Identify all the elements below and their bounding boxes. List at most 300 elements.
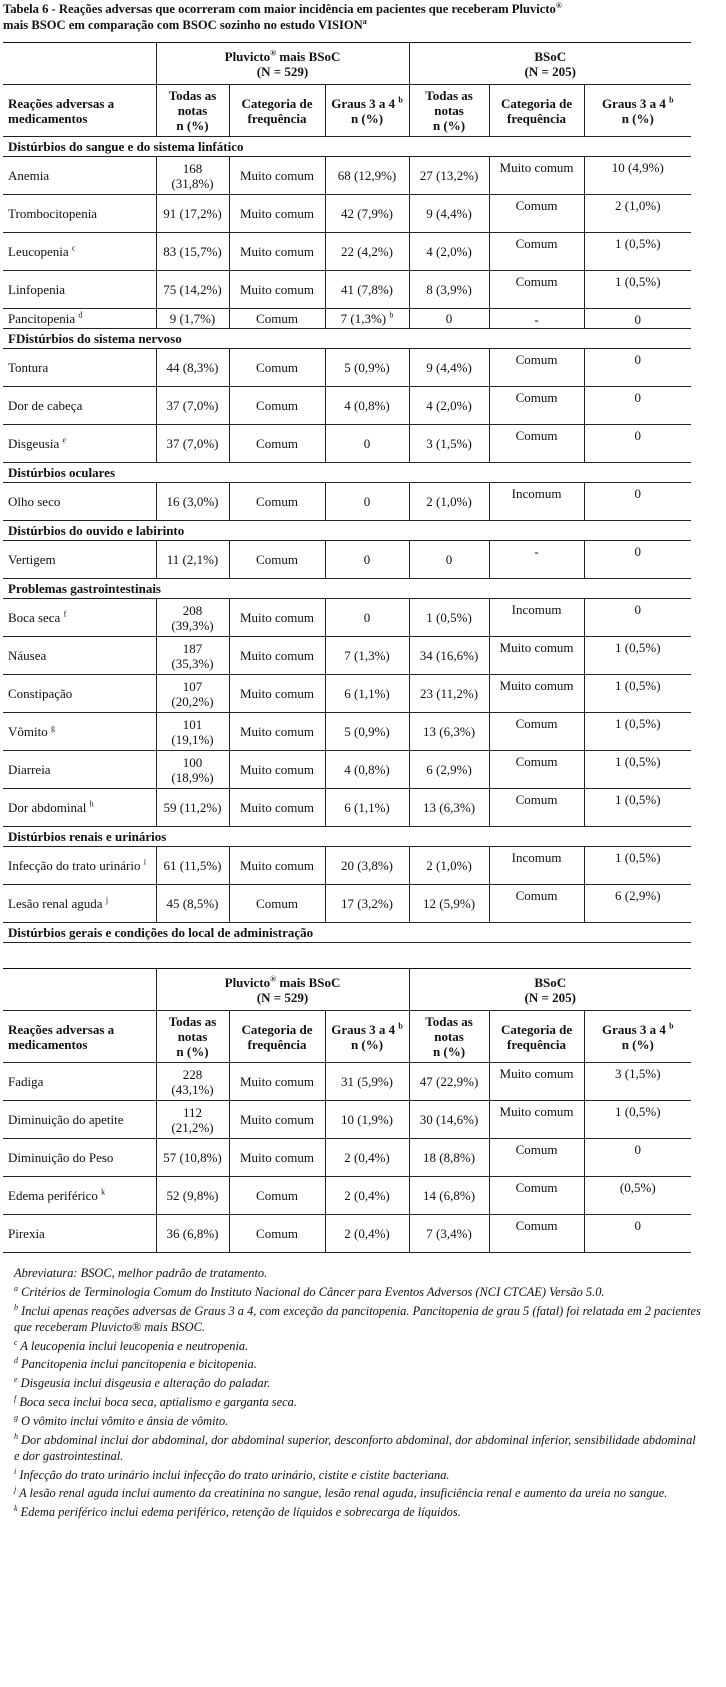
bsoc-all-grades: 4 (2,0%) [409, 233, 489, 271]
pluvicto-all-grades: 228 (43,1%) [156, 1063, 229, 1101]
bsoc-all-grades: 9 (4,4%) [409, 195, 489, 233]
reaction-label [3, 1215, 156, 1253]
reaction-name: Disgeusia [8, 436, 60, 451]
bsoc-all-grades: 13 (6,3%) [409, 713, 489, 751]
header-group-pluvicto: Pluvicto® mais BSoC (N = 529) [156, 969, 409, 1011]
header-empty-cell [3, 969, 156, 1011]
category-row [3, 329, 691, 349]
footnote-marker: e [62, 435, 67, 445]
table-row [3, 847, 691, 885]
pluvicto-frequency: Muito comum [229, 847, 325, 885]
pluvicto-frequency: Comum [229, 885, 325, 923]
footnote-a [14, 1284, 704, 1300]
footnote-mark: c [14, 1337, 18, 1347]
footnotes [14, 1265, 704, 1523]
table-row [3, 483, 691, 521]
bsoc-frequency: Comum [489, 885, 584, 923]
pluvicto-grade34-value: 17 (3,2%) [341, 896, 394, 911]
footnote-text: Edema periférico inclui edema periférico, retenção de líquidos e sobrecarga de líquidos. [17, 1505, 461, 1520]
pluvicto-all-grades: 45 (8,5%) [156, 885, 229, 923]
footnote-text: A leucopenia inclui leucopenia e neutropenia. [17, 1338, 249, 1353]
bsoc-grade34: 0 [584, 483, 691, 521]
bsoc-grade34: 1 (0,5%) [584, 271, 691, 309]
pluvicto-grade34 [325, 483, 409, 521]
bsoc-frequency: Incomum [489, 483, 584, 521]
footnote-mark: d [14, 1356, 18, 1366]
adverse-reactions-table-part1 [3, 42, 691, 943]
bsoc-all-grades: 2 (1,0%) [409, 483, 489, 521]
pluvicto-grade34 [325, 675, 409, 713]
bsoc-all-grades: 13 (6,3%) [409, 789, 489, 827]
pluvicto-all-grades: 37 (7,0%) [156, 387, 229, 425]
footnote-text: Dor abdominal inclui dor abdominal, dor abdominal superior, desconforto abdominal, dor abdominal inferior, sensibilidade abdominal e dor gastrointestinal. [14, 1432, 696, 1463]
reaction-label [3, 1139, 156, 1177]
pluvicto-grade34-value: 31 (5,9%) [341, 1074, 394, 1089]
footnote-text: Infecção do trato urinário inclui infecção do trato urinário, cistite e cistite bacteriana. [16, 1467, 450, 1482]
pluvicto-grade34 [325, 885, 409, 923]
footnote-mark: e [14, 1375, 18, 1385]
reaction-label [3, 483, 156, 521]
pluvicto-frequency: Comum [229, 541, 325, 579]
bsoc-all-grades: 4 (2,0%) [409, 387, 489, 425]
bsoc-grade34: 1 (0,5%) [584, 637, 691, 675]
header-group-bsoc: BSoC (N = 205) [409, 43, 691, 85]
bsoc-grade34: 1 (0,5%) [584, 233, 691, 271]
footnote-g [14, 1413, 704, 1429]
reaction-name: Lesão renal aguda [8, 896, 103, 911]
pluvicto-all-grades: 37 (7,0%) [156, 425, 229, 463]
pluvicto-grade34 [325, 1215, 409, 1253]
reaction-label [3, 675, 156, 713]
bsoc-all-grades: 12 (5,9%) [409, 885, 489, 923]
bsoc-frequency: Muito comum [489, 637, 584, 675]
pluvicto-grade34-value: 0 [363, 494, 371, 509]
reaction-label [3, 1063, 156, 1101]
table-row [3, 637, 691, 675]
pluvicto-frequency: Muito comum [229, 1139, 325, 1177]
reaction-label [3, 789, 156, 827]
footnote-text: A lesão renal aguda inclui aumento da creatinina no sangue, lesão renal aguda, insuficiência renal e aumento da ureia no sangue. [16, 1486, 668, 1501]
table-row [3, 309, 691, 329]
pluvicto-grade34 [325, 157, 409, 195]
footnote-marker: b [389, 310, 394, 320]
reaction-name: Leucopenia [8, 244, 69, 259]
bsoc-all-grades: 0 [409, 541, 489, 579]
bsoc-frequency: Comum [489, 387, 584, 425]
reaction-label [3, 309, 156, 329]
header-grade34-pluvicto: Graus 3 a 4 $^b$ n (%) [325, 1011, 409, 1063]
footnote-text: Inclui apenas reações adversas de Graus 3 a 4, com exceção da pancitopenia. Pancitopenia de grau 5 (fatal) foi relatada em 2 pacientes que receberam Pluvicto® mais BSOC. [14, 1303, 701, 1334]
bsoc-all-grades: 18 (8,8%) [409, 1139, 489, 1177]
reaction-label [3, 713, 156, 751]
pluvicto-frequency: Comum [229, 425, 325, 463]
bsoc-grade34: 0 [584, 425, 691, 463]
bsoc-grade34: 2 (1,0%) [584, 195, 691, 233]
bsoc-all-grades: 27 (13,2%) [409, 157, 489, 195]
bsoc-all-grades: 14 (6,8%) [409, 1177, 489, 1215]
bsoc-grade34: 0 [584, 541, 691, 579]
reaction-label [3, 847, 156, 885]
reaction-name: Dor abdominal [8, 800, 87, 815]
pluvicto-grade34 [325, 195, 409, 233]
bsoc-grade34: 0 [584, 1139, 691, 1177]
header-frequency-pluvicto: Categoria de frequência [229, 1011, 325, 1063]
bsoc-frequency: Muito comum [489, 1063, 584, 1101]
bsoc-all-grades: 0 [409, 309, 489, 329]
pluvicto-frequency: Muito comum [229, 675, 325, 713]
footnote-f [14, 1394, 704, 1410]
bsoc-frequency: Incomum [489, 847, 584, 885]
category-heading: Distúrbios renais e urinários [3, 827, 691, 847]
pluvicto-all-grades: 59 (11,2%) [156, 789, 229, 827]
table-row [3, 713, 691, 751]
reaction-label [3, 233, 156, 271]
pluvicto-all-grades: 61 (11,5%) [156, 847, 229, 885]
bsoc-grade34: 0 [584, 309, 691, 329]
table-title-line2: mais BSOC em comparação com BSOC sozinho no estudo VISION$^a$ [3, 16, 367, 32]
pluvicto-grade34-value: 0 [363, 552, 371, 567]
bsoc-all-grades: 1 (0,5%) [409, 599, 489, 637]
pluvicto-all-grades: 9 (1,7%) [156, 309, 229, 329]
footnote-text: O vômito inclui vômito e ânsia de vômito. [18, 1413, 229, 1428]
pluvicto-frequency: Muito comum [229, 789, 325, 827]
bsoc-frequency: Comum [489, 233, 584, 271]
pluvicto-grade34 [325, 349, 409, 387]
pluvicto-all-grades: 83 (15,7%) [156, 233, 229, 271]
bsoc-all-grades: 7 (3,4%) [409, 1215, 489, 1253]
bsoc-grade34: 0 [584, 1215, 691, 1253]
bsoc-grade34: 1 (0,5%) [584, 751, 691, 789]
reaction-name: Olho seco [8, 494, 61, 509]
category-row [3, 521, 691, 541]
bsoc-frequency: Comum [489, 425, 584, 463]
pluvicto-frequency: Muito comum [229, 271, 325, 309]
bsoc-grade34: 0 [584, 599, 691, 637]
reaction-label [3, 637, 156, 675]
adverse-reactions-table-part2 [3, 968, 691, 1253]
pluvicto-all-grades: 100 (18,9%) [156, 751, 229, 789]
table-row [3, 349, 691, 387]
footnote-text: Pancitopenia inclui pancitopenia e bicitopenia. [18, 1357, 257, 1372]
header-empty-cell [3, 43, 156, 85]
bsoc-all-grades: 34 (16,6%) [409, 637, 489, 675]
footnote-text: Boca seca inclui boca seca, aptialismo e garganta seca. [16, 1394, 297, 1409]
bsoc-grade34: 3 (1,5%) [584, 1063, 691, 1101]
footnote-b [14, 1303, 704, 1335]
reaction-name: Diminuição do apetite [8, 1112, 124, 1127]
footnote-marker: h [89, 799, 94, 809]
reaction-name: Edema periférico [8, 1188, 98, 1203]
pluvicto-all-grades: 36 (6,8%) [156, 1215, 229, 1253]
pluvicto-grade34-value: 6 (1,1%) [344, 686, 390, 701]
pluvicto-grade34 [325, 637, 409, 675]
bsoc-grade34: 10 (4,9%) [584, 157, 691, 195]
bsoc-all-grades: 47 (22,9%) [409, 1063, 489, 1101]
footnote-mark: b [14, 1302, 18, 1312]
bsoc-all-grades: 30 (14,6%) [409, 1101, 489, 1139]
pluvicto-all-grades: 44 (8,3%) [156, 349, 229, 387]
reaction-label [3, 349, 156, 387]
reaction-name: Constipação [8, 686, 73, 701]
pluvicto-all-grades: 91 (17,2%) [156, 195, 229, 233]
pluvicto-grade34-value: 0 [363, 610, 371, 625]
reaction-label [3, 425, 156, 463]
reaction-label [3, 271, 156, 309]
pluvicto-grade34 [325, 309, 409, 329]
footnote-mark: a [14, 1283, 18, 1293]
header-all-grades-bsoc: Todas as notas n (%) [409, 1011, 489, 1063]
reaction-name: Vertigem [8, 552, 56, 567]
pluvicto-frequency: Comum [229, 309, 325, 329]
header-frequency-bsoc: Categoria de frequência [489, 1011, 584, 1063]
bsoc-frequency: - [489, 309, 584, 329]
footnote-mark: i [14, 1466, 17, 1476]
category-heading: Problemas gastrointestinais [3, 579, 691, 599]
bsoc-grade34: 0 [584, 349, 691, 387]
pluvicto-grade34-value: 2 (0,4%) [344, 1226, 390, 1241]
bsoc-frequency: Muito comum [489, 1101, 584, 1139]
header-all-grades-pluvicto: Todas as notas n (%) [156, 85, 229, 137]
header-grade34-bsoc: Graus 3 a 4 $^b$ n (%) [584, 85, 691, 137]
table-row [3, 157, 691, 195]
pluvicto-grade34 [325, 233, 409, 271]
table-row [3, 425, 691, 463]
table-row [3, 1215, 691, 1253]
category-row [3, 827, 691, 847]
footnote-text: Abreviatura: BSOC, melhor padrão de tratamento. [14, 1266, 268, 1280]
reaction-label [3, 599, 156, 637]
category-row [3, 463, 691, 483]
reaction-label [3, 157, 156, 195]
reaction-name: Fadiga [8, 1074, 44, 1089]
pluvicto-grade34-value: 2 (0,4%) [344, 1150, 390, 1165]
table-row [3, 885, 691, 923]
footnote-text: Disgeusia inclui disgeusia e alteração do paladar. [17, 1376, 271, 1391]
footnote-d [14, 1356, 704, 1372]
pluvicto-frequency: Muito comum [229, 233, 325, 271]
reaction-label [3, 195, 156, 233]
pluvicto-grade34-value: 20 (3,8%) [341, 858, 394, 873]
header-grade34-pluvicto: Graus 3 a 4 $^b$ n (%) [325, 85, 409, 137]
bsoc-all-grades: 6 (2,9%) [409, 751, 489, 789]
table-title-line1: Tabela 6 - Reações adversas que ocorreram com maior incidência em pacientes que receberam Pluvicto® [3, 0, 562, 16]
category-row [3, 137, 691, 157]
pluvicto-grade34 [325, 789, 409, 827]
pluvicto-grade34 [325, 541, 409, 579]
header-grade34-bsoc: Graus 3 a 4 $^b$ n (%) [584, 1011, 691, 1063]
pluvicto-grade34-value: 4 (0,8%) [344, 398, 390, 413]
footnote-h [14, 1432, 704, 1464]
pluvicto-all-grades: 168 (31,8%) [156, 157, 229, 195]
bsoc-frequency: Comum [489, 713, 584, 751]
bsoc-grade34: 0 [584, 387, 691, 425]
pluvicto-frequency: Muito comum [229, 157, 325, 195]
table-row [3, 233, 691, 271]
pluvicto-grade34 [325, 425, 409, 463]
pluvicto-grade34 [325, 713, 409, 751]
pluvicto-grade34-value: 4 (0,8%) [344, 762, 390, 777]
header-frequency-pluvicto: Categoria de frequência [229, 85, 325, 137]
footnote-mark: k [14, 1504, 18, 1514]
bsoc-all-grades: 2 (1,0%) [409, 847, 489, 885]
pluvicto-grade34 [325, 847, 409, 885]
bsoc-grade34: (0,5%) [584, 1177, 691, 1215]
category-row [3, 923, 691, 943]
pluvicto-frequency: Muito comum [229, 751, 325, 789]
reaction-name: Linfopenia [8, 282, 66, 297]
category-heading: Distúrbios do sangue e do sistema linfático [3, 137, 691, 157]
category-heading: Distúrbios do ouvido e labirinto [3, 521, 691, 541]
footnote-marker: f [63, 609, 67, 619]
bsoc-grade34: 1 (0,5%) [584, 789, 691, 827]
reaction-name: Infecção do trato urinário [8, 858, 141, 873]
pluvicto-grade34-value: 68 (12,9%) [337, 168, 397, 183]
reaction-label [3, 885, 156, 923]
pluvicto-grade34-value: 7 (1,3%) [340, 311, 387, 326]
pluvicto-grade34-value: 7 (1,3%) [344, 648, 390, 663]
pluvicto-frequency: Muito comum [229, 1063, 325, 1101]
footnote-j [14, 1485, 704, 1501]
reaction-label [3, 387, 156, 425]
table-row [3, 1063, 691, 1101]
bsoc-frequency: Incomum [489, 599, 584, 637]
reaction-name: Pancitopenia [8, 311, 76, 326]
reaction-name: Dor de cabeça [8, 398, 83, 413]
bsoc-grade34: 1 (0,5%) [584, 1101, 691, 1139]
table-row [3, 387, 691, 425]
footnote-mark: h [14, 1431, 18, 1441]
footnote-mark: g [14, 1412, 18, 1422]
pluvicto-grade34-value: 0 [363, 436, 371, 451]
table-title [3, 1, 723, 33]
bsoc-frequency: Comum [489, 1215, 584, 1253]
table-row [3, 541, 691, 579]
category-heading: Distúrbios gerais e condições do local de administração [3, 923, 691, 943]
footnote-marker: d [78, 310, 83, 320]
table-row [3, 195, 691, 233]
pluvicto-grade34 [325, 1139, 409, 1177]
pluvicto-all-grades: 208 (39,3%) [156, 599, 229, 637]
pluvicto-frequency: Comum [229, 483, 325, 521]
pluvicto-frequency: Muito comum [229, 195, 325, 233]
pluvicto-all-grades: 101 (19,1%) [156, 713, 229, 751]
pluvicto-all-grades: 107 (20,2%) [156, 675, 229, 713]
pluvicto-grade34 [325, 751, 409, 789]
pluvicto-all-grades: 75 (14,2%) [156, 271, 229, 309]
reaction-name: Tontura [8, 360, 49, 375]
bsoc-frequency: - [489, 541, 584, 579]
bsoc-frequency: Comum [489, 195, 584, 233]
bsoc-frequency: Comum [489, 271, 584, 309]
footnote-abbreviation [14, 1265, 704, 1281]
reaction-name: Boca seca [8, 610, 61, 625]
pluvicto-grade34 [325, 387, 409, 425]
bsoc-frequency: Comum [489, 1177, 584, 1215]
header-all-grades-pluvicto: Todas as notas n (%) [156, 1011, 229, 1063]
table-row [3, 1177, 691, 1215]
bsoc-grade34: 1 (0,5%) [584, 847, 691, 885]
footnote-e [14, 1375, 704, 1391]
pluvicto-grade34-value: 41 (7,8%) [341, 282, 394, 297]
reaction-name: Vômito [8, 724, 48, 739]
pluvicto-frequency: Comum [229, 349, 325, 387]
reaction-label [3, 751, 156, 789]
pluvicto-grade34-value: 42 (7,9%) [341, 206, 394, 221]
footnote-c [14, 1338, 704, 1354]
reaction-label [3, 541, 156, 579]
pluvicto-all-grades: 52 (9,8%) [156, 1177, 229, 1215]
bsoc-frequency: Comum [489, 349, 584, 387]
bsoc-all-grades: 8 (3,9%) [409, 271, 489, 309]
pluvicto-grade34-value: 2 (0,4%) [344, 1188, 390, 1203]
bsoc-all-grades: 23 (11,2%) [409, 675, 489, 713]
bsoc-grade34: 1 (0,5%) [584, 713, 691, 751]
table-row [3, 751, 691, 789]
reaction-name: Náusea [8, 648, 47, 663]
pluvicto-grade34-value: 5 (0,9%) [344, 724, 390, 739]
bsoc-frequency: Comum [489, 1139, 584, 1177]
reaction-name: Pirexia [8, 1226, 45, 1241]
footnote-marker: c [71, 243, 76, 253]
pluvicto-grade34-value: 5 (0,9%) [344, 360, 390, 375]
pluvicto-frequency: Muito comum [229, 713, 325, 751]
footnote-marker: k [101, 1187, 106, 1197]
bsoc-grade34: 1 (0,5%) [584, 675, 691, 713]
bsoc-frequency: Muito comum [489, 157, 584, 195]
header-reaction: Reações adversas a medicamentos [3, 85, 156, 137]
bsoc-frequency: Comum [489, 789, 584, 827]
pluvicto-all-grades: 112 (21,2%) [156, 1101, 229, 1139]
pluvicto-all-grades: 16 (3,0%) [156, 483, 229, 521]
category-row [3, 579, 691, 599]
pluvicto-grade34-value: 10 (1,9%) [341, 1112, 394, 1127]
reaction-name: Diminuição do Peso [8, 1150, 114, 1165]
pluvicto-grade34 [325, 599, 409, 637]
reaction-name: Trombocitopenia [8, 206, 98, 221]
pluvicto-all-grades: 187 (35,3%) [156, 637, 229, 675]
footnote-marker: g [50, 723, 55, 733]
footnote-i [14, 1467, 704, 1483]
header-group-bsoc: BSoC (N = 205) [409, 969, 691, 1011]
table-row [3, 789, 691, 827]
bsoc-all-grades: 3 (1,5%) [409, 425, 489, 463]
pluvicto-grade34-value: 22 (4,2%) [341, 244, 394, 259]
pluvicto-frequency: Comum [229, 1215, 325, 1253]
footnote-text: Critérios de Terminologia Comum do Instituto Nacional do Câncer para Eventos Adversos (NCI CTCAE) Versão 5.0. [18, 1284, 605, 1299]
table-row [3, 271, 691, 309]
pluvicto-frequency: Comum [229, 1177, 325, 1215]
pluvicto-grade34 [325, 1063, 409, 1101]
footnote-mark: j [14, 1485, 17, 1495]
pluvicto-frequency: Comum [229, 387, 325, 425]
pluvicto-grade34 [325, 271, 409, 309]
pluvicto-frequency: Muito comum [229, 1101, 325, 1139]
pluvicto-all-grades: 11 (2,1%) [156, 541, 229, 579]
pluvicto-grade34 [325, 1101, 409, 1139]
bsoc-all-grades: 9 (4,4%) [409, 349, 489, 387]
category-heading: FDistúrbios do sistema nervoso [3, 329, 691, 349]
footnote-marker: i [143, 857, 146, 867]
footnote-k [14, 1504, 704, 1520]
category-heading: Distúrbios oculares [3, 463, 691, 483]
reaction-name: Diarreia [8, 762, 51, 777]
reaction-name: Anemia [8, 168, 50, 183]
footnote-mark: f [14, 1393, 17, 1403]
pluvicto-frequency: Muito comum [229, 637, 325, 675]
pluvicto-frequency: Muito comum [229, 599, 325, 637]
header-group-pluvicto: Pluvicto® mais BSoC (N = 529) [156, 43, 409, 85]
reaction-label [3, 1177, 156, 1215]
